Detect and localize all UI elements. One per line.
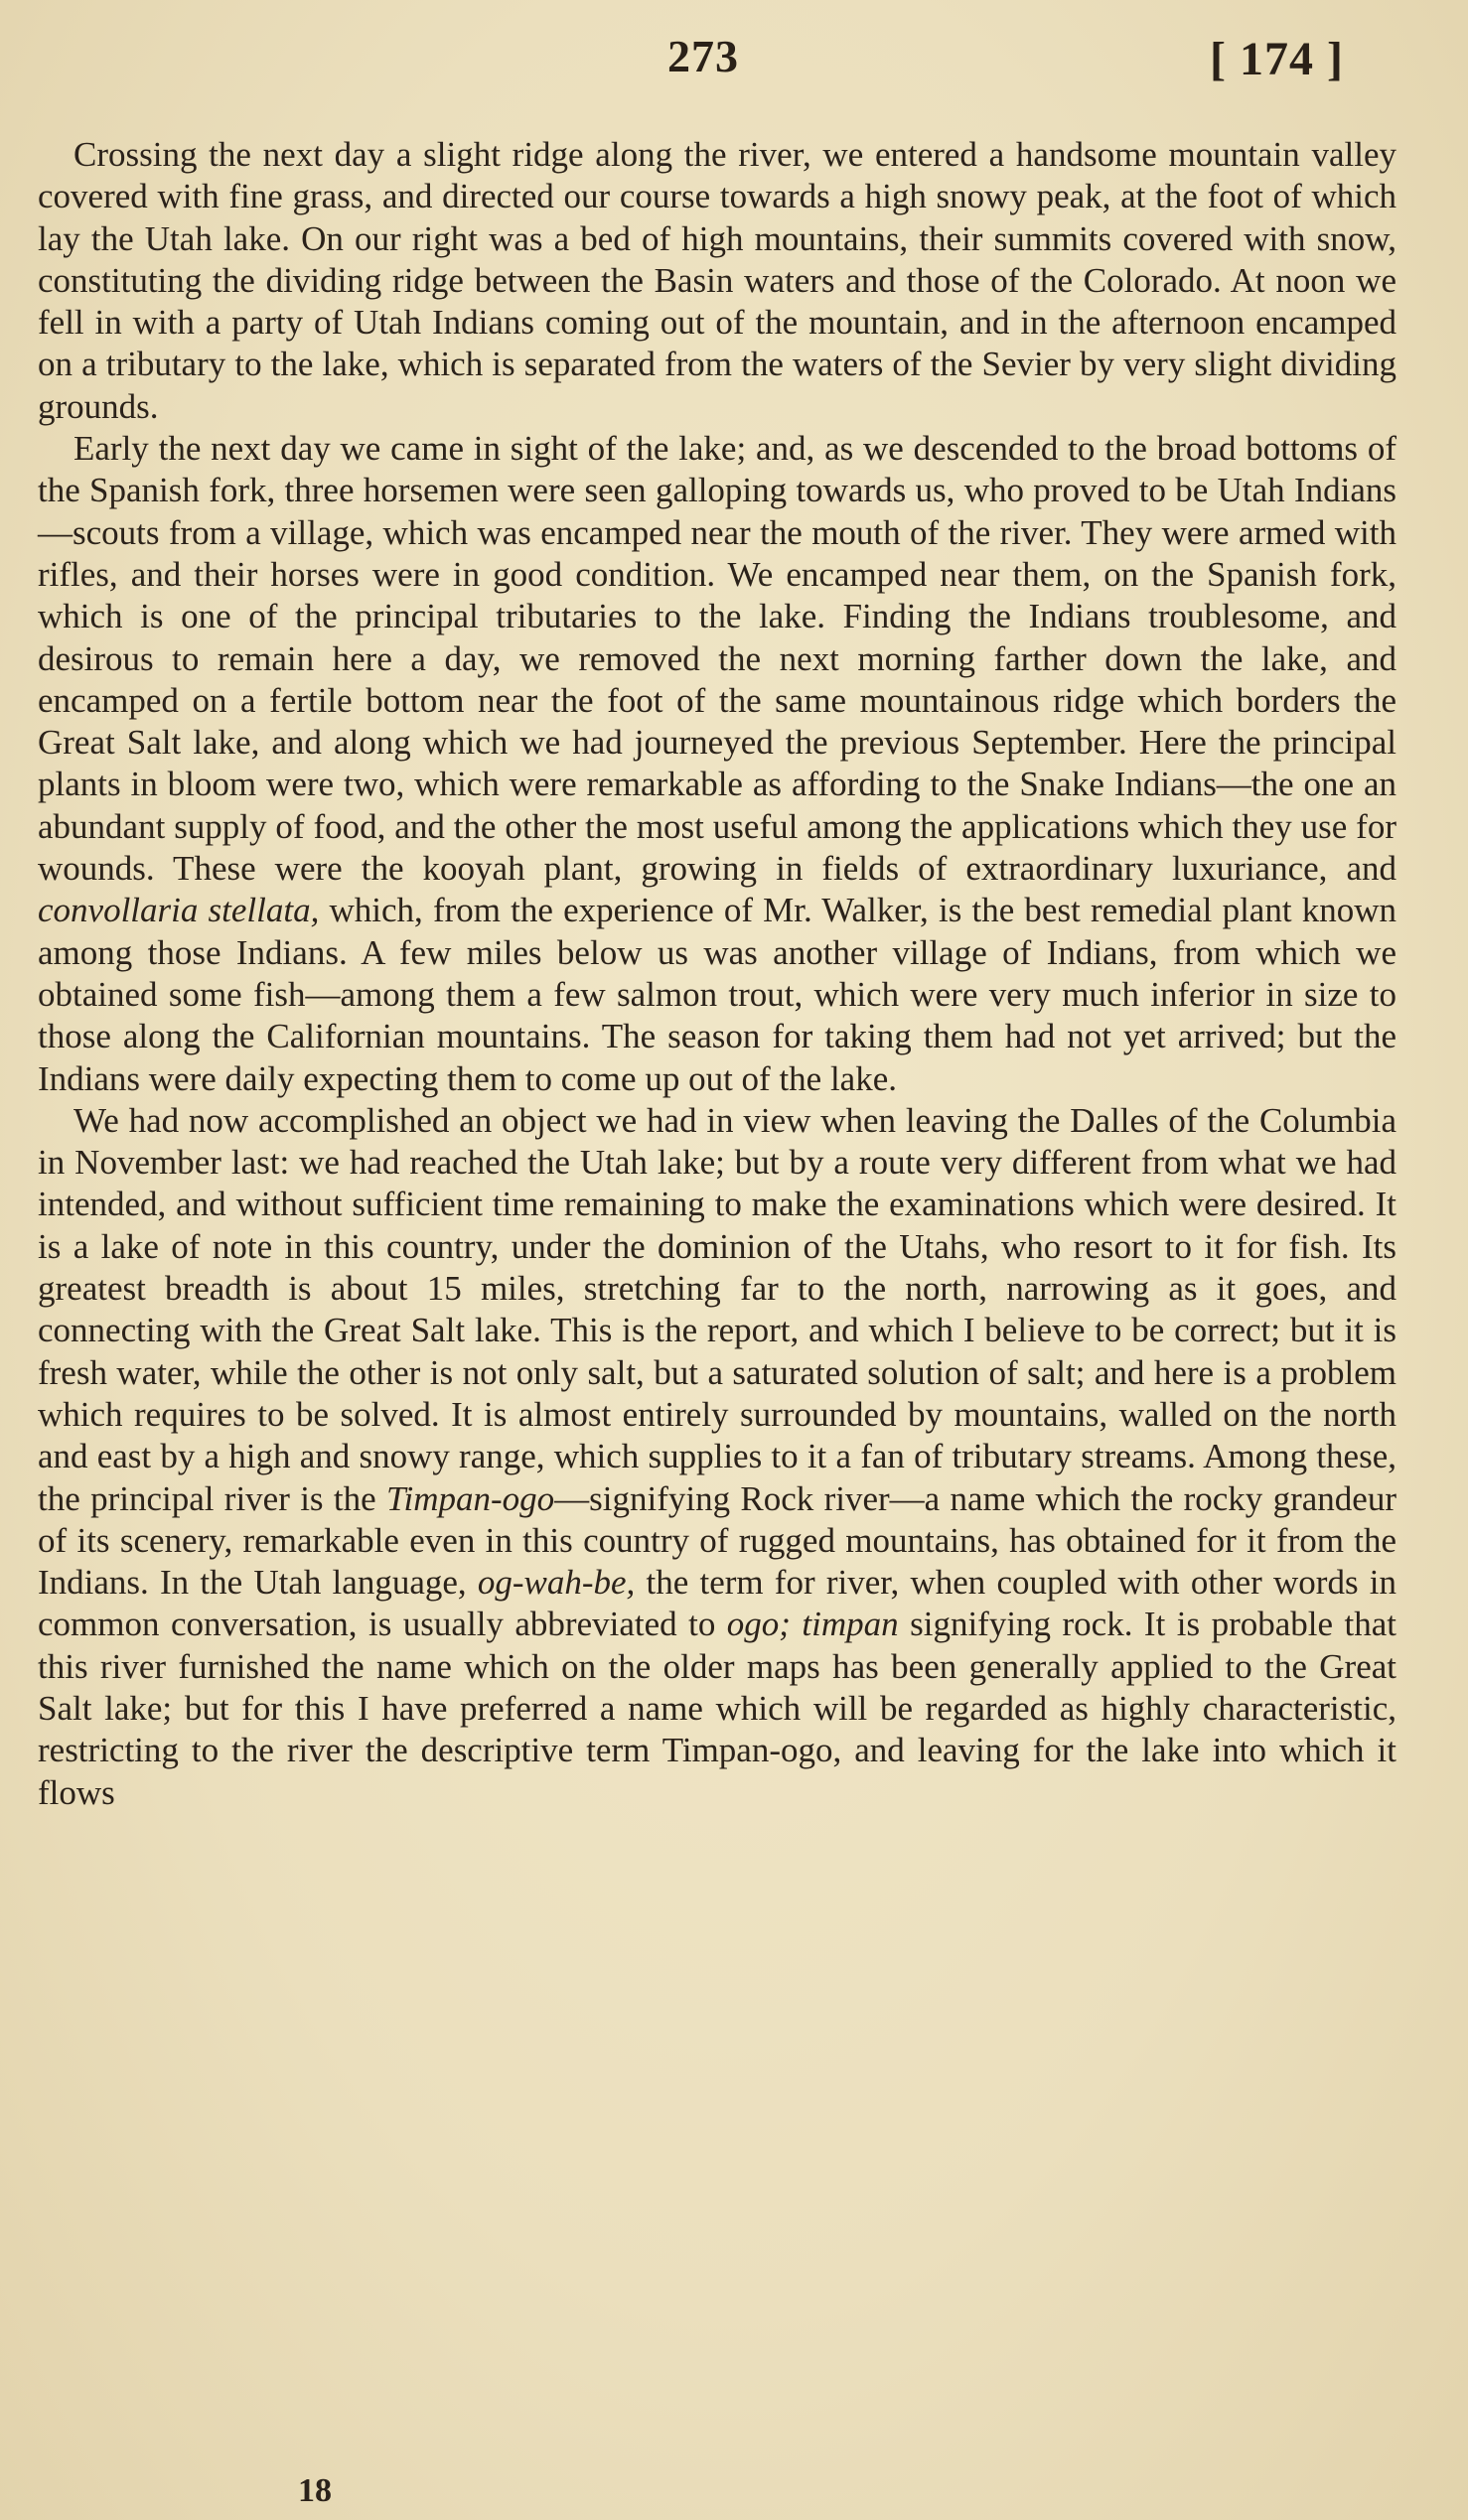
paragraph [38, 1100, 1396, 1814]
text-run: —signifying Rock river—a name which the rocky grandeur of its scenery, remarkable even in this country of rugged mountains, has obtained for it from the Indians. In the Utah language, [38, 1478, 1396, 1603]
page-number: 273 [667, 31, 739, 81]
text-run: signifying rock. It is probable that this river furnished the name which on the older maps has been generally applied to the Great Salt lake; but for this I have preferred a name which will be regarded as highly characteristic, restricting to the river the descriptive term Timpan-ogo, and leaving for the lake into which it flows [38, 1605, 1396, 1812]
text-run: which, from the experience of Mr. Walker, is the best remedial plant known among those Indians. A few miles below us was another village of Indians, from which we obtained some fish—among them a few salmon trout, which were very much inferior in size to those along the Californian mountains. The season for taking them had not yet arrived; but the Indians were daily expecting them to come up out of the lake. [38, 891, 1397, 1098]
italic-text: og-wah-be, [477, 1563, 636, 1603]
page-header [0, 20, 1468, 109]
body-text [38, 134, 1396, 1814]
text-run: We had now accomplished an object we had in view when leaving the Dalles of the Columbia in November last: we had reached the Utah lake; but by a route very different from what we had intended, and without sufficient time remaining to make the examinations which were desired. It is a lake of note in this country, under the dominion of the Utahs, who resort to it for fish. Its greatest breadth is about 15 miles, stretching far to the north, narrowing as it goes, and connecting with the Great Salt lake. This is the report, and which I believe to be correct; but it is fresh water, while the other is not only salt, but a saturated solution of salt; and here is a problem which requires to be solved. It is almost entirely surrounded by mountains, walled on the north and east by a high and snowy range, which supplies to it a fan of tributary streams. Among these, the principal river is the [38, 1100, 1396, 1518]
signature-mark: 18 [298, 2472, 332, 2509]
text-run: the term for river, when coupled with other words in common conversation, is usually abbreviated to [38, 1563, 1396, 1644]
paragraph [38, 134, 1396, 428]
text-run: Early the next day we came in sight of the lake; and, as we descended to the broad bottoms of the Spanish fork, three horsemen were seen galloping towards us, who proved to be Utah Indians—scouts from a village, which was encamped near the mouth of the river. They were armed with rifles, and their horses were in good condition. We encamped near them, on the Spanish fork, which is one of the principal tributaries to the lake. Finding the Indians troublesome, and desirous to remain here a day, we removed the next morning farther down the lake, and encamped on a fertile bottom near the foot of the same mountainous ridge which borders the Great Salt lake, and along which we had journeyed the previous September. Here the principal plants in bloom were two, which were remarkable as affording to the Snake Indians—the one an abundant supply of food, and the other the most useful among the applications which they use for wounds. These were the kooyah plant, growing in fields of extraordinary luxuriance, and [38, 429, 1396, 889]
folio-number: [ 174 ] [1210, 33, 1344, 85]
text-run: Crossing the next day a slight ridge along the river, we entered a handsome mountain valley covered with fine grass, and directed our course towards a high snowy peak, at the foot of which lay the Utah lake. On our right was a bed of high mountains, their summits covered with snow, constituting the dividing ridge between the Basin waters and those of the Colorado. At noon we fell in with a party of Utah Indians coming out of the mountain, and in the afternoon encamped on a tributary to the lake, which is separated from the waters of the Sevier by very slight dividing grounds. [38, 135, 1396, 426]
italic-text: ogo; timpan [726, 1605, 899, 1644]
italic-text: Timpan-ogo [385, 1478, 555, 1518]
paragraph [38, 428, 1396, 1100]
italic-text: convollaria stellata, [38, 891, 320, 930]
